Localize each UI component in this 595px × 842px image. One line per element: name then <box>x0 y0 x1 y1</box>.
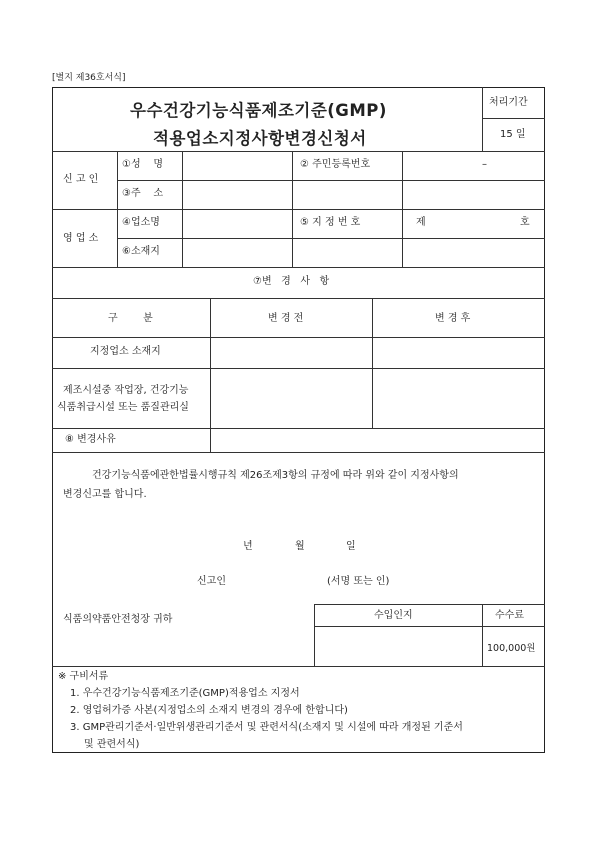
changes-header: ⑦변 경 사 항 <box>253 276 330 287</box>
business-name-label: ④업소명 <box>122 217 160 228</box>
facility-after-field[interactable] <box>373 369 544 427</box>
statement-line2: 변경신고를 합니다. <box>63 489 147 500</box>
designation-prefix: 제 <box>416 217 426 228</box>
processing-period-value: 15 일 <box>500 129 526 140</box>
business-section-label: 영 업 소 <box>63 233 99 244</box>
date-year-label: 년 <box>243 541 253 552</box>
designation-suffix: 호 <box>520 217 530 228</box>
change-reason-field[interactable] <box>211 429 544 451</box>
form-title-line2: 적용업소지정사항변경신청서 <box>153 129 367 148</box>
address-field[interactable] <box>183 181 544 208</box>
address-label: ③주 소 <box>122 188 163 199</box>
form-title-line1: 우수건강기능식품제조기준(GMP) <box>130 101 387 120</box>
row-facility-line2: 식품취급시설 또는 품질관리실 <box>57 402 189 413</box>
name-label: ①성 명 <box>122 159 163 170</box>
recipient-label: 식품의약품안전청장 귀하 <box>63 614 173 625</box>
location-before-field[interactable] <box>211 338 371 367</box>
resident-number-dash: – <box>482 159 487 170</box>
business-location-label: ⑥소재지 <box>122 246 160 257</box>
fee-value: 100,000원 <box>487 643 536 654</box>
row-facility-line1: 제조시설중 작업장, 건강기능 <box>63 385 189 396</box>
row-business-location: 지정업소 소재지 <box>90 346 161 357</box>
date-month-label: 월 <box>295 541 305 552</box>
category-column-header: 구 분 <box>108 313 153 324</box>
resident-number-field[interactable] <box>403 152 544 179</box>
revenue-stamp-label: 수입인지 <box>374 610 413 621</box>
required-documents-header: ※ 구비서류 <box>58 671 109 682</box>
form-number-label: [별지 제36호서식] <box>52 73 126 83</box>
business-name-field[interactable] <box>183 210 291 237</box>
applicant-section-label: 신 고 인 <box>63 174 99 185</box>
document-item-3-continued: 및 관련서식) <box>84 739 140 750</box>
before-column-header: 변 경 전 <box>268 313 304 324</box>
fee-label: 수수료 <box>495 610 524 621</box>
after-column-header: 변 경 후 <box>435 313 471 324</box>
revenue-stamp-box <box>315 627 481 665</box>
processing-period-label: 처리기간 <box>489 97 528 108</box>
change-reason-label: ⑧ 변경사유 <box>65 434 116 445</box>
document-item-1: 1. 우수건강기능식품제조기준(GMP)적용업소 지정서 <box>70 688 300 699</box>
applicant-signature-label: 신고인 <box>197 576 226 587</box>
resident-number-label: ② 주민등록번호 <box>300 159 371 170</box>
designation-number-field[interactable] <box>430 210 516 237</box>
document-item-2: 2. 영업허가증 사본(지정업소의 소재지 변경의 경우에 한합니다) <box>70 705 348 716</box>
document-item-3: 3. GMP관리기준서·일반위생관리기준서 및 관련서식(소재지 및 시설에 따라 개정된 기준서 <box>70 722 463 733</box>
name-field[interactable] <box>183 152 291 179</box>
applicant-signature-field[interactable] <box>235 572 323 590</box>
business-location-field[interactable] <box>183 239 544 266</box>
designation-number-label: ⑤ 지 정 번 호 <box>300 217 361 228</box>
date-day-label: 일 <box>346 541 356 552</box>
facility-before-field[interactable] <box>211 369 371 427</box>
statement-line1: 건강기능식품에관한법률시행규칙 제26조제3항의 규정에 따라 위와 같이 지정사항의 <box>92 470 459 481</box>
signature-note: (서명 또는 인) <box>327 576 390 587</box>
location-after-field[interactable] <box>373 338 544 367</box>
